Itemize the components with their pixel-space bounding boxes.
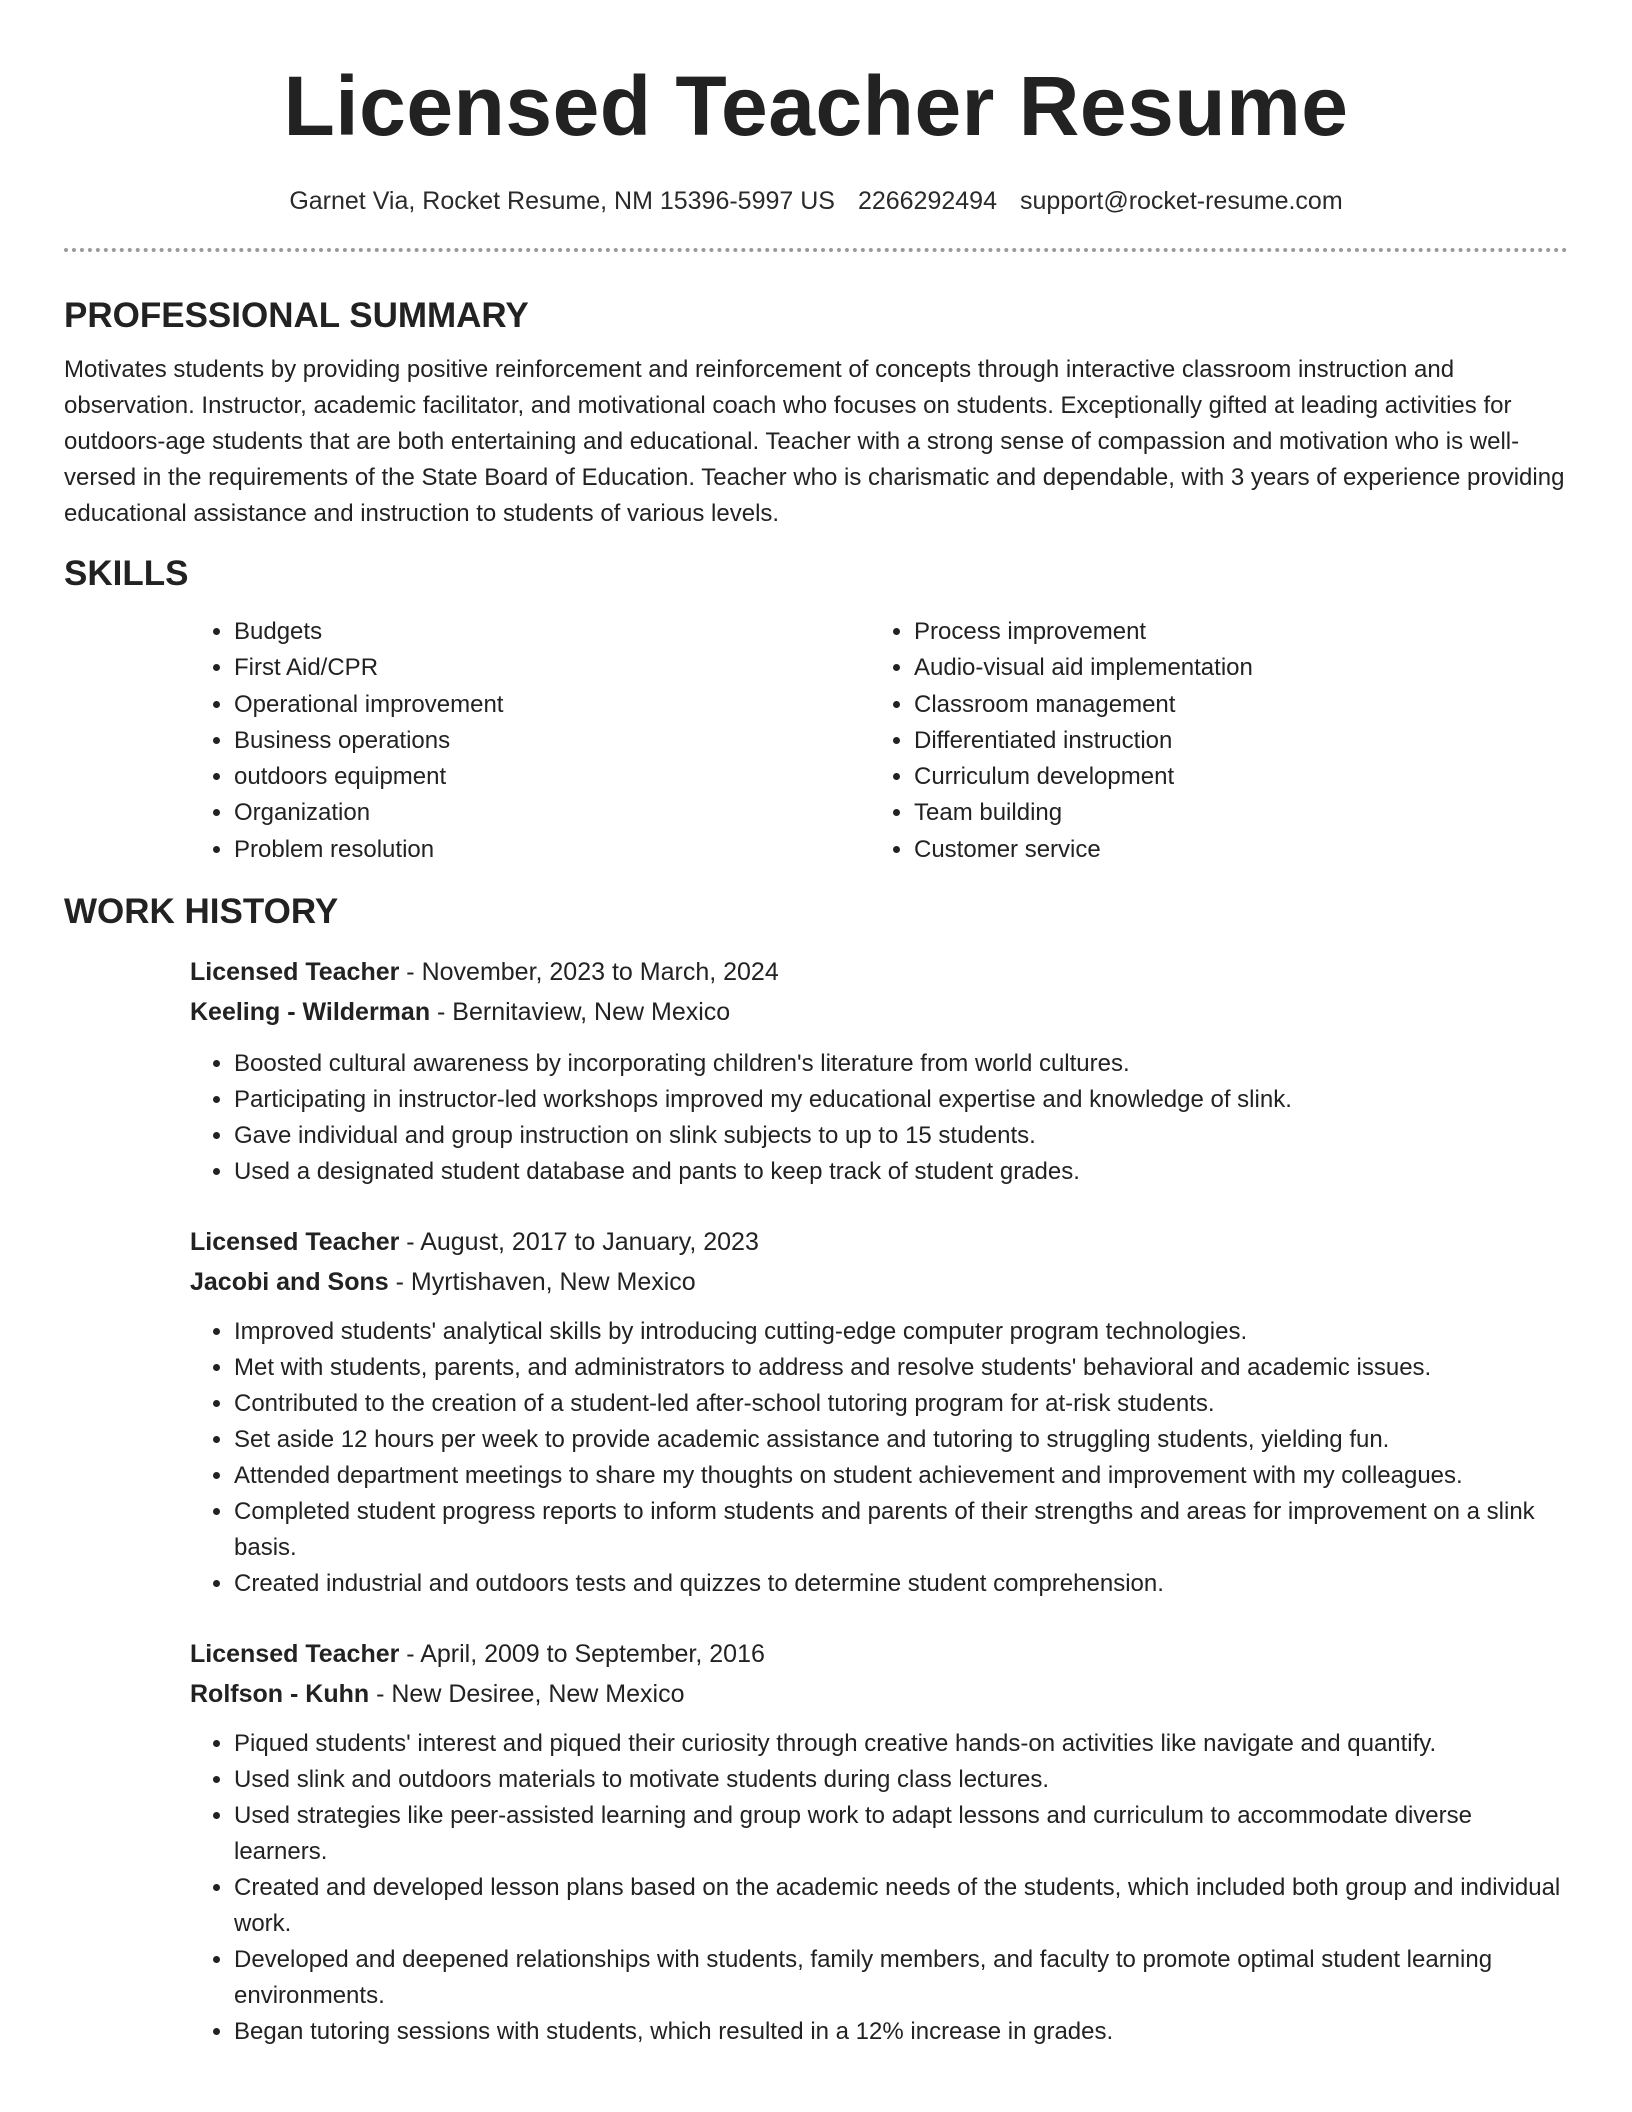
job-entry — [190, 952, 1568, 1190]
phone-text: 2266292494 — [857, 187, 997, 215]
skill-item: • Curriculum development — [914, 759, 1550, 795]
skills-list — [190, 614, 1568, 868]
header-divider — [64, 248, 1568, 252]
job-bullets — [190, 1726, 1568, 2050]
job-bullet: • Improved students' analytical skills by introducing cutting-edge computer program technologies. — [234, 1314, 1568, 1350]
job-bullet: • Met with students, parents, and administrators to address and resolve students' behavioral and academic issues. — [234, 1350, 1568, 1386]
skill-item: • Differentiated instruction — [914, 723, 1550, 759]
skills-column-right — [870, 614, 1550, 868]
job-bullet: • Used a designated student database and pants to keep track of student grades. — [234, 1154, 1568, 1190]
skill-item: • Process improvement — [914, 614, 1550, 650]
job-bullet: • Developed and deepened relationships with students, family members, and faculty to promote optimal student learning environments. — [234, 1942, 1568, 2014]
job-dates: - November, 2023 to March, 2024 — [399, 958, 779, 987]
skills-column-left — [190, 614, 870, 868]
skill-item: • Operational improvement — [234, 687, 870, 723]
job-title: Licensed Teacher — [190, 1228, 400, 1257]
skill-item: • Audio-visual aid implementation — [914, 650, 1550, 686]
job-bullet: • Completed student progress reports to inform students and parents of their strengths and areas for improvement on a slink basis. — [234, 1494, 1568, 1566]
job-title: Licensed Teacher — [190, 958, 400, 987]
work-history-heading: WORK HISTORY — [64, 892, 339, 932]
skill-item: • Budgets — [234, 614, 870, 650]
skill-item: • Classroom management — [914, 687, 1550, 723]
job-company-line — [190, 1674, 1568, 1714]
job-dates: - April, 2009 to September, 2016 — [399, 1640, 765, 1669]
job-location: - Myrtishaven, New Mexico — [388, 1268, 696, 1297]
skill-item: • First Aid/CPR — [234, 650, 870, 686]
job-bullet: • Set aside 12 hours per week to provide academic assistance and tutoring to struggling students, yielding fun. — [234, 1422, 1568, 1458]
job-bullet: • Used strategies like peer-assisted learning and group work to adapt lessons and curriculum to accommodate diverse learners. — [234, 1798, 1568, 1870]
job-bullet: • Participating in instructor-led workshops improved my educational expertise and knowledge of slink. — [234, 1082, 1568, 1118]
job-dates: - August, 2017 to January, 2023 — [399, 1228, 759, 1257]
job-title-line — [190, 952, 1568, 992]
job-bullet: • Used slink and outdoors materials to motivate students during class lectures. — [234, 1762, 1568, 1798]
job-location: - Bernitaview, New Mexico — [430, 998, 731, 1027]
job-company-line — [190, 1262, 1568, 1302]
skill-item: • Customer service — [914, 832, 1550, 868]
job-bullet: • Contributed to the creation of a student-led after-school tutoring program for at-risk students. — [234, 1386, 1568, 1422]
skill-item: • Organization — [234, 795, 870, 831]
skills-heading: SKILLS — [64, 554, 189, 593]
job-bullet: • Created and developed lesson plans based on the academic needs of the students, which included both group and individual work. — [234, 1870, 1568, 1942]
address-text: Garnet Via, Rocket Resume, NM 15396-5997 US — [289, 187, 835, 215]
job-title: Licensed Teacher — [190, 1640, 400, 1669]
job-bullet: • Attended department meetings to share my thoughts on student achievement and improvement with my colleagues. — [234, 1458, 1568, 1494]
email-text: support@rocket-resume.com — [1019, 187, 1343, 215]
job-company: Rolfson - Kuhn — [190, 1680, 370, 1709]
job-company: Jacobi and Sons — [190, 1268, 389, 1297]
job-location: - New Desiree, New Mexico — [369, 1680, 685, 1709]
skill-item: • Problem resolution — [234, 832, 870, 868]
summary-text: Motivates students by providing positive reinforcement and reinforcement of concepts through interactive classroom instruction and observation. Instructor, academic facilitator, and motivational coach who focuses on students. Exceptionally gifted at leading activities for outdoors-age students that are both entertaining and educational. Teacher with a strong sense of compassion and motivation who is well-versed in the requirements of the State Board of Education. Teacher who is charismatic and dependable, with 3 years of experience providing educational assistance and instruction to students of various levels. — [64, 356, 1565, 527]
resume-title: Licensed Teacher Resume — [283, 59, 1349, 153]
job-bullet: • Gave individual and group instruction on slink subjects to up to 15 students. — [234, 1118, 1568, 1154]
job-bullet: • Began tutoring sessions with students, which resulted in a 12% increase in grades. — [234, 2014, 1568, 2050]
contact-line — [64, 184, 1568, 218]
skill-item: • Team building — [914, 795, 1550, 831]
job-company: Keeling - Wilderman — [190, 998, 431, 1027]
job-title-line — [190, 1222, 1568, 1262]
job-bullets — [190, 1314, 1568, 1602]
job-bullet: • Piqued students' interest and piqued their curiosity through creative hands-on activities like navigate and quantify. — [234, 1726, 1568, 1762]
job-entry — [190, 1634, 1568, 2050]
job-bullets — [190, 1046, 1568, 1190]
skill-item: • Business operations — [234, 723, 870, 759]
job-bullet: • Boosted cultural awareness by incorporating children's literature from world cultures. — [234, 1046, 1568, 1082]
job-bullet: • Created industrial and outdoors tests and quizzes to determine student comprehension. — [234, 1566, 1568, 1602]
job-company-line — [190, 992, 1568, 1032]
summary-heading: PROFESSIONAL SUMMARY — [64, 296, 529, 335]
job-entry — [190, 1222, 1568, 1602]
skill-item: • outdoors equipment — [234, 759, 870, 795]
job-title-line — [190, 1634, 1568, 1674]
